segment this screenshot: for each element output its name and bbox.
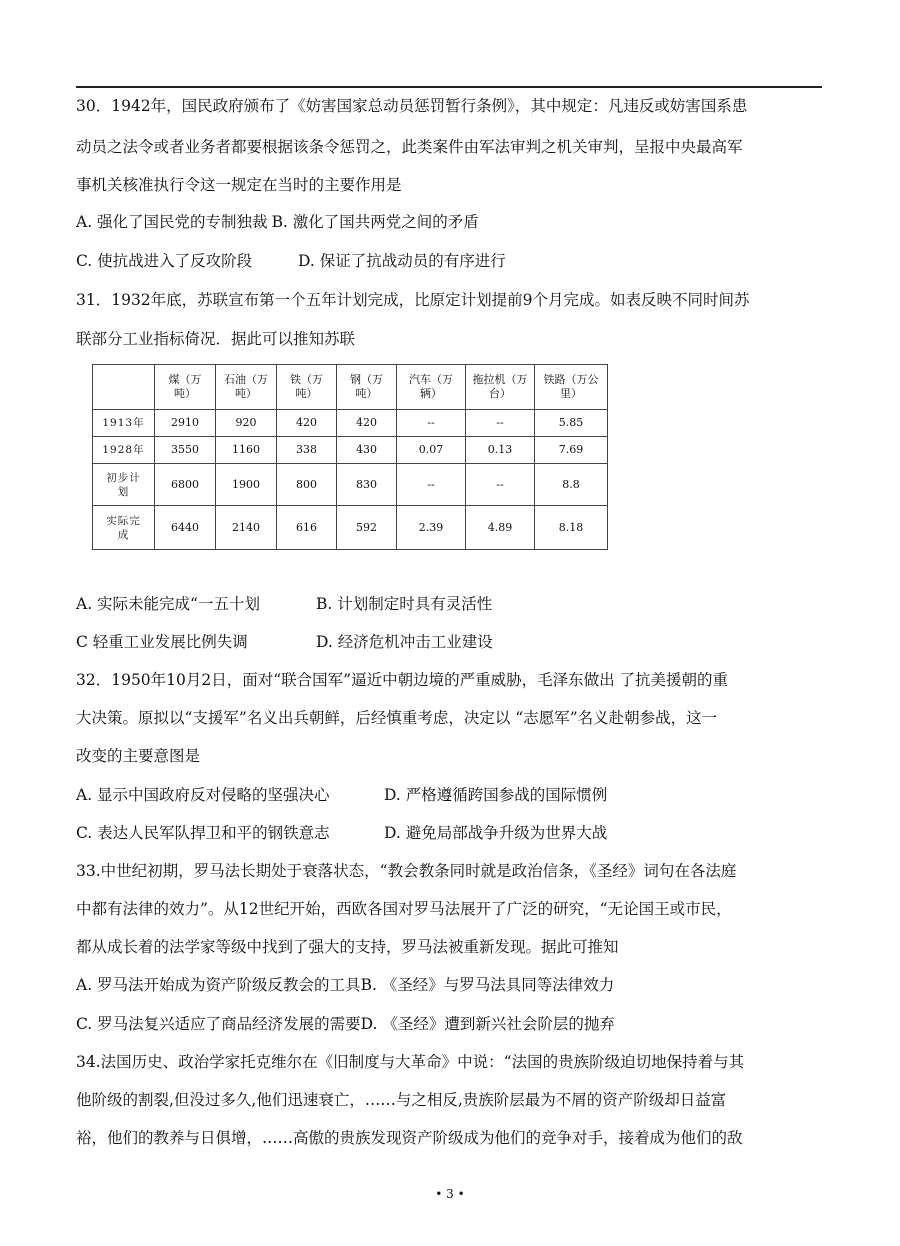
q30-option-c: C. 使抗战进入了反攻阶段 [76,252,253,270]
q33-line-1: 33.中世纪初期，罗马法长期处于衰落状态，“教会教条同时就是政治信条，《圣经》词句在各法庭 [76,862,737,880]
q33-option-b: B. 《圣经》与罗马法具同等法律效力 [360,976,615,994]
q32-option-c: C. 表达人民军队捍卫和平的钢铁意志 [76,824,330,842]
table-row [93,464,608,506]
table-row [93,437,608,464]
table-header-iron: 铁（万 吨） [277,365,337,410]
q30-option-a: A. 强化了国民党的专制独裁 [76,213,268,231]
q34-line-1: 34.法国历史、政治学家托克维尔在《旧制度与大革命》中说：“法国的贵族阶级迫切地保持着与其 [76,1053,745,1071]
q34-line-2: 他阶级的割裂,但没过多久,他们迅速衰亡，……与之相反,贵族阶层最为不屑的资产阶级却日益富 [76,1091,727,1109]
q32-option-row-1 [76,784,836,806]
q30-option-row-2 [76,250,836,272]
table-cell: 920 [216,410,277,437]
q32-option-a: A. 显示中国政府反对侵略的坚强决心 [76,786,330,804]
q31-line-2: 联部分工业指标倚况．据此可以推知苏联 [76,330,356,348]
q32-line-1: 32．1950年10月2日，面对“联合国军”逼近中朝边境的严重威胁，毛泽东做出 了抗美援朝的重 [76,671,729,689]
q33-option-c: C. 罗马法复兴适应了商品经济发展的需要 [76,1015,361,1033]
q33-line-3: 都从成长着的法学家等级中找到了强大的支持，罗马法被重新发现。据此可推知 [76,938,619,956]
q31-line-1: 31．1932年底，苏联宣布第一个五年计划完成，比原定计划提前9个月完成。如表反映不同时间苏 [76,291,750,309]
table-cell: 2140 [216,506,277,550]
table-cell: 0.13 [466,437,535,464]
table-cell: 5.85 [535,410,608,437]
table-cell: -- [397,464,466,506]
table-cell: 1160 [216,437,277,464]
q31-option-a: A. 实际未能完成“一五十划 [76,595,260,613]
table-cell: 420 [277,410,337,437]
table-row-label: 初步计 划 [93,464,155,506]
q31-option-row-2 [76,631,836,653]
q30-line-3: 事机关核准执行令这一规定在当时的主要作用是 [76,176,402,194]
table-header-steel: 钢（万 吨） [337,365,397,410]
q32-option-row-2 [76,822,836,844]
q30-option-b: B. 激化了国共两党之间的矛盾 [271,213,479,231]
q32-option-d: D. 避免局部战争升级为世界大战 [384,824,608,842]
q30-line-1: 30．1942年，国民政府颁布了《妨害国家总动员惩罚暂行条例》，其中规定：凡违反或妨害国系患 [76,97,748,115]
table-header-row [93,365,608,410]
table-row-label: 实际完 成 [93,506,155,550]
table-cell: 7.69 [535,437,608,464]
q31-option-row-1 [76,593,836,615]
table-header-coal: 煤（万 吨） [155,365,216,410]
table-cell: 4.89 [466,506,535,550]
table-cell: 420 [337,410,397,437]
table-cell: 3550 [155,437,216,464]
table-cell: 338 [277,437,337,464]
table-cell: 430 [337,437,397,464]
table-cell: 616 [277,506,337,550]
q31-option-c: C 轻重工业发展比例失调 [76,633,248,651]
table-cell: 2.39 [397,506,466,550]
table-cell: 8.8 [535,464,608,506]
table-cell: 592 [337,506,397,550]
table-cell: -- [466,464,535,506]
table-cell: -- [397,410,466,437]
q31-option-d: D. 经济危机冲击工业建设 [316,633,493,651]
q31-option-b: B. 计划制定时具有灵活性 [316,595,493,613]
q33-option-row-2 [76,1013,836,1035]
table-cell: 6800 [155,464,216,506]
page-number: • 3 • [435,1187,465,1201]
table-cell: 800 [277,464,337,506]
table-header-corner [93,365,155,410]
q33-option-row-1 [76,974,836,996]
q30-option-row-1 [76,211,836,233]
table-row-label: 1928年 [93,437,155,464]
table-cell: 1900 [216,464,277,506]
table-cell: 8.18 [535,506,608,550]
industry-table [92,364,608,550]
q33-option-d: D. 《圣经》遭到新兴社会阶层的抛弃 [360,1015,615,1033]
q32-option-b: D. 严格遵循跨国参战的国际惯例 [384,786,608,804]
table-row-label: 1913年 [93,410,155,437]
table-row [93,506,608,550]
table-row [93,410,608,437]
header-rule [76,86,822,88]
table-cell: 830 [337,464,397,506]
q33-line-2: 中都有法律的效力”。从12世纪开始，西欧各国对罗马法展开了广泛的研究，“无论国王或市民， [76,900,732,918]
q30-line-2: 动员之法令或者业务者都要根据该条令惩罚之，此类案件由军法审判之机关审判，呈报中央最高军 [76,138,743,156]
table-cell: 6440 [155,506,216,550]
q32-line-3: 改变的主要意图是 [76,747,201,765]
table-cell: 2910 [155,410,216,437]
q33-option-a: A. 罗马法开始成为资产阶级反教会的工具 [76,976,361,994]
table-header-oil: 石油（万 吨） [216,365,277,410]
table-cell: -- [466,410,535,437]
table-header-railway: 铁路（万公 里） [535,365,608,410]
q30-option-d: D. 保证了抗战动员的有序进行 [298,252,506,270]
table-cell: 0.07 [397,437,466,464]
table-header-tractors: 拖拉机（万 台） [466,365,535,410]
q34-line-3: 裕，他们的教养与日俱增，……高傲的贵族发现资产阶级成为他们的竞争对手，接着成为他们的敌 [76,1129,743,1147]
table-header-cars: 汽车（万 辆） [397,365,466,410]
q32-line-2: 大决策。原拟以“支援军”名义出兵朝鲜，后经慎重考虑，决定以 “志愿军”名义赴朝参战，这一 [76,709,718,727]
